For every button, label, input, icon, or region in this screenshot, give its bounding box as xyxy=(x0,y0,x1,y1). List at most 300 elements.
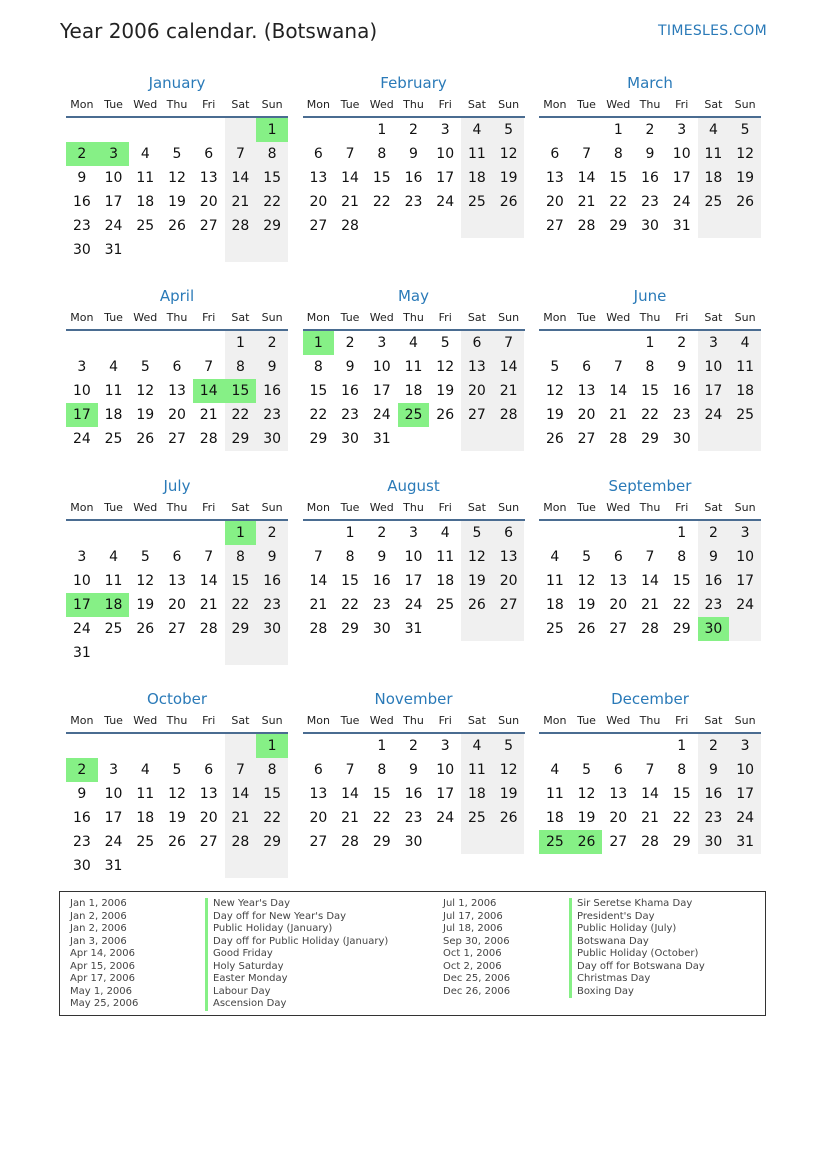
day-cell: 6 xyxy=(461,331,493,355)
day-cell: 19 xyxy=(493,166,525,190)
day-cell: 5 xyxy=(172,762,182,778)
day-cell: 16 xyxy=(641,170,659,186)
legend-holiday-name: Boxing Day xyxy=(569,986,759,999)
day-cell: 18 xyxy=(545,597,564,613)
day-cell: 27 xyxy=(199,834,218,850)
day-cell: 16 xyxy=(404,170,423,186)
day-cell: 23 xyxy=(72,218,91,234)
weekday-label: Mon xyxy=(543,714,567,727)
day-cell: 28 xyxy=(309,621,328,637)
day-grid xyxy=(539,734,761,854)
day-cell: 19 xyxy=(577,810,596,826)
weekday-header xyxy=(303,307,525,331)
weekday-label: Mon xyxy=(70,714,94,727)
day-cell: 18 xyxy=(461,166,493,190)
weekday-label: Fri xyxy=(202,98,216,111)
day-cell: 27 xyxy=(309,218,328,234)
month-title: December xyxy=(611,690,689,708)
page-title: Year 2006 calendar. (Botswana) xyxy=(60,19,378,43)
day-cell: 6 xyxy=(172,549,182,565)
month-title: March xyxy=(627,74,673,92)
weekday-label: Fri xyxy=(675,501,689,514)
empty-cell xyxy=(539,118,571,142)
weekday-label: Sat xyxy=(231,501,250,514)
empty-cell xyxy=(256,854,288,878)
legend-holiday-name: Botswana Day xyxy=(569,936,759,949)
empty-cell xyxy=(98,118,130,142)
empty-cell xyxy=(256,238,288,262)
day-cell: 31 xyxy=(729,830,761,854)
day-cell: 23 xyxy=(672,407,691,423)
day-cell: 9 xyxy=(377,549,387,565)
day-cell: 11 xyxy=(104,383,123,399)
day-cell: 8 xyxy=(225,355,257,379)
day-cell: 10 xyxy=(72,573,91,589)
legend-date: Jan 2, 2006 xyxy=(70,910,127,922)
day-cell: 16 xyxy=(341,383,359,399)
month-october xyxy=(66,688,288,893)
day-cell: 24 xyxy=(104,834,123,850)
day-cell: 28 xyxy=(641,621,659,637)
legend-holiday-name: Day off for Botswana Day xyxy=(569,961,759,974)
legend-date: Jan 3, 2006 xyxy=(70,935,127,947)
day-cell: 15 xyxy=(372,786,391,802)
day-cell: 4 xyxy=(409,335,418,351)
empty-cell xyxy=(303,118,335,142)
weekday-header xyxy=(303,710,525,734)
day-cell: 24 xyxy=(372,407,391,423)
day-cell: 10 xyxy=(698,355,730,379)
day-cell: 18 xyxy=(461,782,493,806)
weekday-label: Tue xyxy=(577,714,596,727)
day-grid xyxy=(303,734,525,854)
day-cell: 2 xyxy=(409,122,418,138)
day-cell: 27 xyxy=(309,834,328,850)
day-cell: 5 xyxy=(582,549,592,565)
day-cell: 13 xyxy=(199,170,218,186)
day-cell: 24 xyxy=(104,218,123,234)
day-cell: 4 xyxy=(440,525,450,541)
day-cell: 3 xyxy=(677,122,687,138)
day-cell: 26 xyxy=(136,621,155,637)
weekday-label: Wed xyxy=(133,714,158,727)
day-cell: 30 xyxy=(641,218,659,234)
day-cell: 5 xyxy=(582,762,592,778)
empty-cell xyxy=(66,118,98,142)
day-cell: 18 xyxy=(104,407,123,423)
day-cell: 17 xyxy=(436,786,455,802)
day-cell: 13 xyxy=(609,786,628,802)
weekday-label: Fri xyxy=(202,311,216,324)
day-cell: 14 xyxy=(641,786,659,802)
day-cell: 29 xyxy=(225,617,257,641)
empty-cell xyxy=(161,641,193,665)
weekday-label: Sat xyxy=(704,98,723,111)
day-cell: 4 xyxy=(550,549,560,565)
day-cell: 6 xyxy=(493,521,525,545)
weekday-label: Thu xyxy=(166,311,188,324)
day-cell: 14 xyxy=(193,379,225,403)
legend-date: Jul 18, 2006 xyxy=(443,923,503,934)
day-cell: 11 xyxy=(461,758,493,782)
day-cell: 23 xyxy=(256,593,288,617)
day-cell: 25 xyxy=(104,431,123,447)
legend-holiday-name: Good Friday xyxy=(205,948,425,961)
day-cell: 15 xyxy=(309,383,328,399)
day-cell: 10 xyxy=(72,383,91,399)
month-june xyxy=(539,285,761,467)
weekday-label: Thu xyxy=(403,98,424,111)
empty-cell xyxy=(602,331,634,355)
day-cell: 25 xyxy=(104,621,123,637)
weekday-label: Fri xyxy=(438,98,452,111)
day-cell: 14 xyxy=(609,383,628,399)
day-cell: 17 xyxy=(372,383,391,399)
day-cell: 4 xyxy=(461,734,493,758)
day-cell: 29 xyxy=(641,431,659,447)
day-cell: 15 xyxy=(225,569,257,593)
empty-cell xyxy=(225,641,257,665)
day-cell: 28 xyxy=(577,218,596,234)
empty-cell xyxy=(729,427,761,451)
weekday-label: Mon xyxy=(543,311,567,324)
day-cell: 8 xyxy=(225,545,257,569)
day-cell: 13 xyxy=(199,786,218,802)
month-title: September xyxy=(608,477,692,495)
day-cell: 28 xyxy=(199,431,218,447)
empty-cell xyxy=(303,734,335,758)
day-cell: 12 xyxy=(168,170,186,186)
day-cell: 18 xyxy=(136,810,155,826)
day-cell: 26 xyxy=(571,830,603,854)
empty-cell xyxy=(129,734,161,758)
day-cell: 27 xyxy=(168,431,186,447)
day-cell: 5 xyxy=(172,146,182,162)
weekday-label: Wed xyxy=(369,98,394,111)
weekday-label: Wed xyxy=(606,501,631,514)
empty-cell xyxy=(493,617,525,641)
day-grid xyxy=(303,331,525,451)
day-cell: 1 xyxy=(256,734,288,758)
weekday-label: Fri xyxy=(438,501,452,514)
day-cell: 15 xyxy=(641,383,659,399)
weekday-label: Wed xyxy=(133,311,158,324)
weekday-label: Mon xyxy=(306,501,330,514)
day-cell: 12 xyxy=(545,383,564,399)
weekday-label: Sun xyxy=(498,714,520,727)
day-cell: 17 xyxy=(104,194,123,210)
day-cell: 12 xyxy=(168,786,186,802)
day-cell: 9 xyxy=(698,545,730,569)
weekday-label: Fri xyxy=(675,714,689,727)
day-cell: 23 xyxy=(404,194,423,210)
day-cell: 18 xyxy=(698,166,730,190)
legend-date: Apr 14, 2006 xyxy=(70,948,136,959)
weekday-label: Tue xyxy=(340,501,360,514)
month-title: August xyxy=(387,477,440,495)
legend-holiday-name: Day off for Public Holiday (January) xyxy=(205,936,425,949)
day-cell: 22 xyxy=(672,810,691,826)
day-cell: 15 xyxy=(672,786,691,802)
day-cell: 30 xyxy=(698,830,730,854)
day-cell: 1 xyxy=(256,118,288,142)
day-cell: 22 xyxy=(341,597,359,613)
day-cell: 16 xyxy=(72,194,91,210)
legend-holiday-name: Ascension Day xyxy=(205,998,425,1011)
day-cell: 14 xyxy=(199,573,218,589)
day-cell: 21 xyxy=(199,597,218,613)
weekday-label: Fri xyxy=(438,714,452,727)
empty-cell xyxy=(602,734,634,758)
day-cell: 1 xyxy=(377,122,387,138)
day-cell: 19 xyxy=(577,597,596,613)
empty-cell xyxy=(493,830,525,854)
day-cell: 20 xyxy=(461,379,493,403)
empty-cell xyxy=(303,521,335,545)
day-cell: 12 xyxy=(577,786,596,802)
day-cell: 20 xyxy=(493,569,525,593)
weekday-label: Sun xyxy=(734,98,756,111)
day-cell: 27 xyxy=(609,621,628,637)
day-cell: 25 xyxy=(539,830,571,854)
day-cell: 24 xyxy=(404,597,423,613)
weekday-label: Sun xyxy=(261,311,283,324)
empty-cell xyxy=(225,854,257,878)
day-cell: 3 xyxy=(440,738,450,754)
day-cell: 4 xyxy=(109,549,119,565)
day-cell: 26 xyxy=(577,621,596,637)
empty-cell xyxy=(256,641,288,665)
day-cell: 14 xyxy=(225,782,257,806)
weekday-header xyxy=(303,497,525,521)
day-cell: 22 xyxy=(309,407,328,423)
day-cell: 12 xyxy=(493,142,525,166)
day-cell: 4 xyxy=(729,331,761,355)
day-grid xyxy=(539,331,761,451)
day-cell: 5 xyxy=(140,359,150,375)
weekday-label: Wed xyxy=(606,714,631,727)
day-cell: 1 xyxy=(677,525,687,541)
day-cell: 2 xyxy=(256,521,288,545)
empty-cell xyxy=(429,617,461,641)
weekday-label: Sun xyxy=(261,501,283,514)
day-cell: 4 xyxy=(140,146,150,162)
day-cell: 6 xyxy=(582,359,592,375)
day-cell: 16 xyxy=(672,383,691,399)
day-cell: 8 xyxy=(613,146,623,162)
day-cell: 2 xyxy=(645,122,655,138)
day-cell: 1 xyxy=(303,331,335,355)
legend-holiday-name: President's Day xyxy=(569,911,759,924)
day-cell: 1 xyxy=(345,525,355,541)
day-grid xyxy=(66,331,288,451)
day-cell: 1 xyxy=(225,521,257,545)
legend-holiday-name: New Year's Day xyxy=(205,898,425,911)
empty-cell xyxy=(161,854,193,878)
day-cell: 17 xyxy=(66,593,98,617)
day-cell: 22 xyxy=(225,593,257,617)
day-cell: 15 xyxy=(372,170,391,186)
empty-cell xyxy=(129,238,161,262)
day-cell: 21 xyxy=(199,407,218,423)
weekday-label: Thu xyxy=(639,98,661,111)
day-cell: 2 xyxy=(698,521,730,545)
empty-cell xyxy=(129,854,161,878)
empty-cell xyxy=(634,734,666,758)
day-cell: 29 xyxy=(225,427,257,451)
day-cell: 9 xyxy=(645,146,655,162)
month-title: January xyxy=(148,74,206,92)
day-cell: 4 xyxy=(461,118,493,142)
weekday-label: Tue xyxy=(104,311,123,324)
day-cell: 25 xyxy=(729,403,761,427)
legend-names-left xyxy=(205,898,425,1011)
day-cell: 3 xyxy=(77,359,87,375)
brand-link[interactable]: TIMESLES.COM xyxy=(658,23,767,39)
day-cell: 17 xyxy=(729,782,761,806)
weekday-header xyxy=(539,307,761,331)
day-cell: 30 xyxy=(72,242,91,258)
day-cell: 22 xyxy=(609,194,628,210)
day-cell: 10 xyxy=(436,762,455,778)
day-cell: 21 xyxy=(641,810,659,826)
month-november xyxy=(303,688,525,870)
day-cell: 1 xyxy=(377,738,387,754)
legend-date: May 25, 2006 xyxy=(70,998,139,1009)
day-cell: 11 xyxy=(698,142,730,166)
month-august xyxy=(303,475,525,657)
day-cell: 4 xyxy=(698,118,730,142)
empty-cell xyxy=(461,427,493,451)
day-cell: 29 xyxy=(256,214,288,238)
empty-cell xyxy=(698,214,730,238)
empty-cell xyxy=(729,617,761,641)
weekday-label: Sat xyxy=(704,311,723,324)
weekday-label: Sun xyxy=(261,714,283,727)
day-cell: 13 xyxy=(493,545,525,569)
legend-holiday-name: Christmas Day xyxy=(569,973,759,986)
day-cell: 8 xyxy=(377,146,387,162)
empty-cell xyxy=(161,238,193,262)
day-cell: 2 xyxy=(345,335,355,351)
weekday-header xyxy=(539,94,761,118)
day-cell: 1 xyxy=(645,335,655,351)
day-cell: 16 xyxy=(256,379,288,403)
day-cell: 31 xyxy=(404,621,423,637)
day-cell: 24 xyxy=(436,810,455,826)
weekday-label: Mon xyxy=(306,311,330,324)
day-cell: 7 xyxy=(613,359,623,375)
day-cell: 21 xyxy=(341,810,359,826)
day-cell: 10 xyxy=(404,549,423,565)
day-cell: 28 xyxy=(609,431,628,447)
empty-cell xyxy=(366,214,398,238)
day-cell: 18 xyxy=(404,383,423,399)
empty-cell xyxy=(98,331,130,355)
weekday-label: Mon xyxy=(306,98,330,111)
day-grid xyxy=(539,118,761,238)
weekday-label: Sat xyxy=(467,714,486,727)
weekday-label: Sun xyxy=(734,714,756,727)
day-cell: 19 xyxy=(168,194,186,210)
day-cell: 19 xyxy=(493,782,525,806)
weekday-label: Thu xyxy=(639,501,661,514)
empty-cell xyxy=(225,734,257,758)
day-cell: 3 xyxy=(698,331,730,355)
day-cell: 15 xyxy=(256,166,288,190)
day-cell: 24 xyxy=(436,194,455,210)
empty-cell xyxy=(571,734,603,758)
weekday-label: Wed xyxy=(133,98,158,111)
weekday-label: Mon xyxy=(70,501,94,514)
day-cell: 22 xyxy=(256,190,288,214)
empty-cell xyxy=(129,521,161,545)
day-cell: 18 xyxy=(729,379,761,403)
day-cell: 14 xyxy=(577,170,596,186)
weekday-label: Tue xyxy=(577,501,596,514)
empty-cell xyxy=(602,521,634,545)
day-cell: 19 xyxy=(136,407,155,423)
day-cell: 8 xyxy=(256,758,288,782)
legend-date: Sep 30, 2006 xyxy=(443,935,510,947)
day-cell: 11 xyxy=(136,786,155,802)
legend-date: Jul 17, 2006 xyxy=(443,910,503,922)
day-cell: 25 xyxy=(461,806,493,830)
day-cell: 18 xyxy=(98,593,130,617)
weekday-label: Wed xyxy=(133,501,158,514)
empty-cell xyxy=(193,854,225,878)
day-cell: 6 xyxy=(172,359,182,375)
day-cell: 2 xyxy=(66,758,98,782)
day-cell: 29 xyxy=(341,621,359,637)
weekday-label: Tue xyxy=(340,311,360,324)
day-cell: 21 xyxy=(309,597,328,613)
empty-cell xyxy=(461,214,493,238)
day-cell: 31 xyxy=(104,858,123,874)
empty-cell xyxy=(129,118,161,142)
empty-cell xyxy=(429,427,461,451)
month-title: April xyxy=(159,287,195,305)
day-cell: 7 xyxy=(204,359,214,375)
day-cell: 10 xyxy=(372,359,391,375)
month-february xyxy=(303,72,525,254)
calendar-grid xyxy=(66,72,761,901)
legend-holiday-name: Public Holiday (July) xyxy=(569,923,759,936)
day-cell: 13 xyxy=(545,170,564,186)
day-cell: 7 xyxy=(313,549,323,565)
day-cell: 16 xyxy=(698,569,730,593)
day-cell: 19 xyxy=(461,569,493,593)
month-january xyxy=(66,72,288,277)
legend-date: Jul 1, 2006 xyxy=(443,898,497,909)
day-cell: 21 xyxy=(641,597,659,613)
day-cell: 10 xyxy=(436,146,455,162)
weekday-label: Thu xyxy=(166,98,188,111)
holiday-legend xyxy=(59,891,766,1016)
month-title: May xyxy=(397,287,429,305)
weekday-label: Fri xyxy=(202,714,216,727)
empty-cell xyxy=(334,118,366,142)
day-cell: 19 xyxy=(168,810,186,826)
weekday-label: Sun xyxy=(498,98,520,111)
empty-cell xyxy=(66,331,98,355)
day-cell: 9 xyxy=(677,359,687,375)
legend-holiday-name: Day off for New Year's Day xyxy=(205,911,425,924)
day-cell: 12 xyxy=(461,545,493,569)
day-cell: 11 xyxy=(104,573,123,589)
day-cell: 5 xyxy=(140,549,150,565)
day-cell: 7 xyxy=(345,146,355,162)
